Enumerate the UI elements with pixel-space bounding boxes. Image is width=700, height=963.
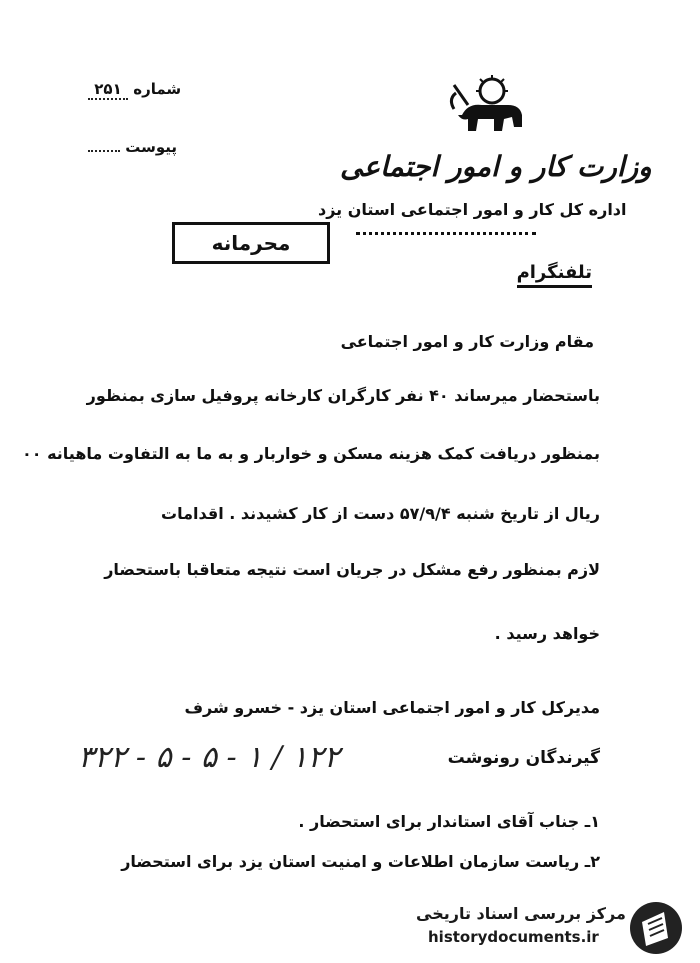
body-line-1: باستحضار میرساند ۴۰ نفر کارگران کارخانه پروفیل سازی بمنظور — [86, 386, 600, 405]
directorate-title: اداره کل کار و امور اجتماعی استان یزد — [318, 200, 627, 219]
document-type — [517, 262, 592, 283]
recipient-line: مقام وزارت کار و امور اجتماعی — [340, 332, 594, 351]
body-line-4: لازم بمنظور رفع مشکل در جریان است نتیجه متعاقبا باستحضار — [104, 560, 600, 579]
body-line-3: ریال از تاریخ شنبه ۵۷/۹/۴ دست از کار کشیدند . اقدامات — [161, 504, 600, 523]
handwritten-reference: ۳۲۲ - ۵ - ۵ - ۱ / ۱۲۲ — [78, 740, 340, 775]
confidential-stamp: محرمانه — [172, 222, 330, 264]
number-value: ۲۵۱ — [88, 80, 128, 100]
header-divider — [356, 232, 536, 235]
attachment-label: پیوست — [125, 138, 178, 156]
attachment — [88, 138, 177, 156]
lion-and-sun-emblem-icon — [448, 75, 530, 139]
attachment-dots — [88, 150, 120, 152]
body-line-5: خواهد رسید . — [494, 624, 600, 643]
signature-line: مدیرکل کار و امور اجتماعی استان یزد - خسرو شرف — [184, 698, 600, 717]
archive-logo-icon — [628, 900, 684, 956]
cc-title: گیرندگان رونوشت — [447, 748, 600, 768]
cc-item-1: ۱ـ جناب آقای استاندار برای استحضار . — [298, 812, 600, 831]
number-label: شماره — [133, 80, 182, 98]
ministry-title: وزارت کار و امور اجتماعی — [340, 150, 652, 183]
watermark-url: historydocuments.ir — [428, 928, 599, 946]
cc-item-2: ۲ـ ریاست سازمان اطلاعات و امنیت استان یزد برای استحضار — [121, 852, 600, 871]
watermark-fa: مرکز بررسی اسناد تاریخی — [416, 904, 626, 923]
body-line-2: بمنظور دریافت کمک هزینه مسکن و خواربار و به ما به التفاوت ماهیانه ۰۰ — [21, 444, 600, 463]
document-number — [88, 80, 181, 100]
telephonegram-label: تلفنگرام — [517, 262, 592, 288]
